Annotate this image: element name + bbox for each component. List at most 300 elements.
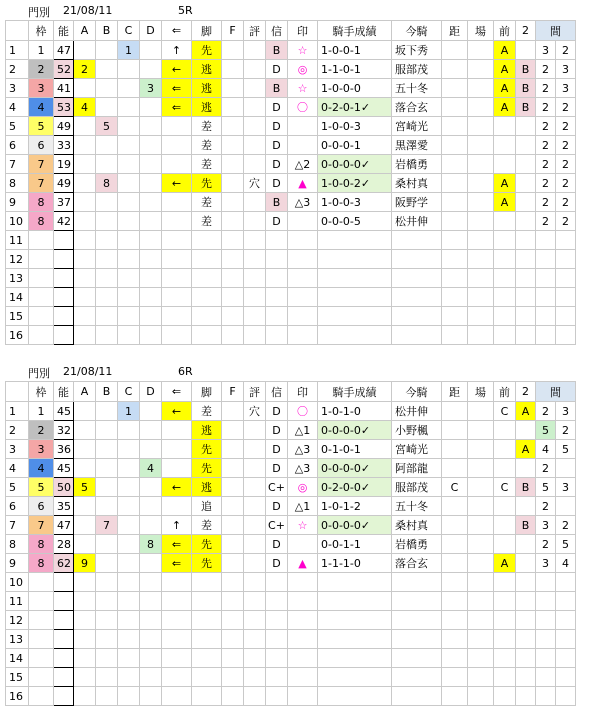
empty-cell[interactable] — [556, 573, 576, 592]
kyo-cell[interactable] — [442, 554, 468, 573]
empty-cell[interactable] — [118, 649, 140, 668]
empty-cell[interactable] — [54, 307, 74, 326]
column-header-c[interactable]: C — [118, 21, 140, 41]
c-cell[interactable] — [118, 440, 140, 459]
empty-cell[interactable] — [442, 668, 468, 687]
waku-cell[interactable]: 2 — [29, 421, 54, 440]
c-cell[interactable] — [118, 193, 140, 212]
nou-cell[interactable]: 33 — [54, 136, 74, 155]
column-header-d[interactable]: D — [140, 382, 162, 402]
empty-cell[interactable] — [54, 250, 74, 269]
empty-cell[interactable] — [96, 307, 118, 326]
column-header-a[interactable]: A — [74, 382, 96, 402]
f-cell[interactable] — [222, 79, 244, 98]
shin-cell[interactable]: D — [266, 402, 288, 421]
empty-cell[interactable] — [162, 687, 192, 706]
a-cell[interactable] — [74, 79, 96, 98]
hyo-cell[interactable]: 穴 — [244, 174, 266, 193]
empty-cell[interactable] — [392, 573, 442, 592]
empty-cell[interactable] — [468, 326, 494, 345]
empty-cell[interactable] — [140, 687, 162, 706]
f-cell[interactable] — [222, 193, 244, 212]
shin-cell[interactable]: C+ — [266, 478, 288, 497]
empty-cell[interactable] — [266, 649, 288, 668]
column-header-a[interactable]: A — [74, 21, 96, 41]
f-cell[interactable] — [222, 459, 244, 478]
empty-cell[interactable] — [29, 630, 54, 649]
empty-cell[interactable] — [288, 649, 318, 668]
shin-cell[interactable]: D — [266, 497, 288, 516]
jockey-cell[interactable]: 五十冬 — [392, 79, 442, 98]
empty-cell[interactable] — [494, 269, 516, 288]
empty-cell[interactable] — [288, 288, 318, 307]
d-cell[interactable] — [140, 554, 162, 573]
kan2-cell[interactable]: 3 — [556, 79, 576, 98]
empty-cell[interactable] — [74, 687, 96, 706]
shin-cell[interactable]: D — [266, 535, 288, 554]
kyaku-cell[interactable]: 差 — [192, 402, 222, 421]
b-cell[interactable]: 5 — [96, 117, 118, 136]
empty-cell[interactable] — [392, 668, 442, 687]
empty-cell[interactable] — [118, 269, 140, 288]
horse-row[interactable] — [6, 136, 576, 155]
empty-cell[interactable] — [244, 687, 266, 706]
waku-cell[interactable]: 6 — [29, 136, 54, 155]
empty-cell[interactable] — [468, 630, 494, 649]
c-cell[interactable] — [118, 79, 140, 98]
kan2-cell[interactable]: 3 — [556, 60, 576, 79]
shirushi-cell[interactable] — [288, 117, 318, 136]
empty-cell[interactable] — [222, 307, 244, 326]
empty-cell[interactable] — [266, 592, 288, 611]
empty-cell[interactable] — [536, 250, 556, 269]
empty-cell[interactable] — [494, 649, 516, 668]
waku-cell[interactable]: 8 — [29, 193, 54, 212]
empty-cell[interactable] — [494, 573, 516, 592]
waku-cell[interactable]: 7 — [29, 516, 54, 535]
empty-cell[interactable] — [392, 649, 442, 668]
kan1-cell[interactable]: 4 — [536, 440, 556, 459]
shirushi-cell[interactable]: ☆ — [288, 41, 318, 60]
kan2-cell[interactable]: 2 — [556, 98, 576, 117]
empty-cell[interactable] — [536, 307, 556, 326]
empty-cell[interactable] — [118, 288, 140, 307]
arrow-cell[interactable]: ← — [162, 402, 192, 421]
empty-cell[interactable] — [96, 630, 118, 649]
kyo-cell[interactable] — [442, 41, 468, 60]
empty-cell[interactable] — [140, 326, 162, 345]
b-cell[interactable] — [96, 402, 118, 421]
empty-cell[interactable] — [118, 250, 140, 269]
waku-cell[interactable]: 2 — [29, 60, 54, 79]
empty-cell[interactable] — [118, 307, 140, 326]
empty-cell[interactable] — [468, 668, 494, 687]
waku-cell[interactable]: 5 — [29, 478, 54, 497]
empty-cell[interactable] — [140, 288, 162, 307]
empty-cell[interactable] — [222, 269, 244, 288]
d-cell[interactable] — [140, 193, 162, 212]
empty-cell[interactable] — [318, 687, 392, 706]
d-cell[interactable] — [140, 60, 162, 79]
mae-cell[interactable] — [494, 421, 516, 440]
empty-cell[interactable] — [494, 250, 516, 269]
hyo-cell[interactable] — [244, 497, 266, 516]
kyaku-cell[interactable]: 差 — [192, 193, 222, 212]
jockey-cell[interactable]: 松井伸 — [392, 212, 442, 231]
empty-cell[interactable] — [556, 288, 576, 307]
a-cell[interactable]: 5 — [74, 478, 96, 497]
empty-cell[interactable] — [29, 649, 54, 668]
empty-cell[interactable] — [118, 592, 140, 611]
empty-cell[interactable] — [96, 611, 118, 630]
ni-cell[interactable] — [516, 174, 536, 193]
horse-row[interactable] — [6, 174, 576, 193]
empty-cell[interactable] — [54, 630, 74, 649]
kan2-cell[interactable]: 4 — [556, 554, 576, 573]
f-cell[interactable] — [222, 402, 244, 421]
empty-cell[interactable] — [162, 288, 192, 307]
mae-cell[interactable] — [494, 440, 516, 459]
empty-cell[interactable] — [29, 326, 54, 345]
kyaku-cell[interactable]: 差 — [192, 136, 222, 155]
empty-cell[interactable] — [468, 250, 494, 269]
nou-cell[interactable]: 35 — [54, 497, 74, 516]
empty-cell[interactable] — [140, 668, 162, 687]
shin-cell[interactable]: B — [266, 193, 288, 212]
kyaku-cell[interactable]: 逃 — [192, 60, 222, 79]
arrow-cell[interactable] — [162, 212, 192, 231]
f-cell[interactable] — [222, 60, 244, 79]
d-cell[interactable]: 3 — [140, 79, 162, 98]
empty-cell[interactable] — [222, 326, 244, 345]
empty-cell[interactable] — [29, 231, 54, 250]
empty-cell[interactable] — [96, 250, 118, 269]
empty-cell[interactable] — [222, 288, 244, 307]
column-header-b[interactable]: B — [96, 21, 118, 41]
empty-cell[interactable] — [96, 231, 118, 250]
empty-cell[interactable] — [54, 269, 74, 288]
empty-cell[interactable] — [392, 611, 442, 630]
empty-cell[interactable] — [244, 269, 266, 288]
record-cell[interactable]: 0-0-0-0✓ — [318, 459, 392, 478]
c-cell[interactable] — [118, 117, 140, 136]
empty-cell[interactable] — [162, 573, 192, 592]
kyo-cell[interactable] — [442, 174, 468, 193]
a-cell[interactable]: 4 — [74, 98, 96, 117]
column-header-mae[interactable]: 前 — [494, 382, 516, 402]
shirushi-cell[interactable]: ▲ — [288, 554, 318, 573]
empty-cell[interactable] — [494, 231, 516, 250]
row-number[interactable]: 12 — [6, 250, 29, 269]
row-number[interactable]: 10 — [6, 573, 29, 592]
d-cell[interactable]: 4 — [140, 459, 162, 478]
column-header-nou[interactable]: 能 — [54, 382, 74, 402]
record-cell[interactable]: 1-0-1-2 — [318, 497, 392, 516]
empty-cell[interactable] — [556, 611, 576, 630]
kan1-cell[interactable]: 2 — [536, 155, 556, 174]
kyaku-cell[interactable]: 先 — [192, 41, 222, 60]
empty-cell[interactable] — [222, 687, 244, 706]
empty-cell[interactable] — [536, 611, 556, 630]
empty-cell[interactable] — [556, 630, 576, 649]
kyaku-cell[interactable]: 差 — [192, 516, 222, 535]
empty-cell[interactable] — [222, 630, 244, 649]
waku-cell[interactable]: 4 — [29, 459, 54, 478]
kan1-cell[interactable]: 2 — [536, 193, 556, 212]
empty-row[interactable] — [6, 288, 576, 307]
record-cell[interactable]: 0-2-0-1✓ — [318, 98, 392, 117]
horse-row[interactable] — [6, 193, 576, 212]
c-cell[interactable] — [118, 535, 140, 554]
kan2-cell[interactable]: 3 — [556, 402, 576, 421]
b-cell[interactable] — [96, 440, 118, 459]
empty-cell[interactable] — [288, 250, 318, 269]
nou-cell[interactable]: 45 — [54, 459, 74, 478]
kan2-cell[interactable]: 2 — [556, 516, 576, 535]
row-number[interactable]: 1 — [6, 402, 29, 421]
shin-cell[interactable]: D — [266, 155, 288, 174]
empty-row[interactable] — [6, 326, 576, 345]
ni-cell[interactable] — [516, 41, 536, 60]
empty-cell[interactable] — [536, 668, 556, 687]
empty-cell[interactable] — [468, 592, 494, 611]
a-cell[interactable] — [74, 440, 96, 459]
shirushi-cell[interactable]: ◎ — [288, 60, 318, 79]
ba-cell[interactable] — [468, 98, 494, 117]
kyaku-cell[interactable]: 逃 — [192, 478, 222, 497]
kan2-cell[interactable]: 2 — [556, 155, 576, 174]
empty-cell[interactable] — [96, 573, 118, 592]
empty-cell[interactable] — [442, 326, 468, 345]
jockey-cell[interactable]: 岩橋勇 — [392, 155, 442, 174]
empty-cell[interactable] — [536, 649, 556, 668]
empty-cell[interactable] — [318, 250, 392, 269]
empty-row[interactable] — [6, 250, 576, 269]
empty-cell[interactable] — [494, 611, 516, 630]
a-cell[interactable] — [74, 459, 96, 478]
d-cell[interactable] — [140, 440, 162, 459]
empty-cell[interactable] — [29, 592, 54, 611]
row-number[interactable]: 3 — [6, 440, 29, 459]
kan2-cell[interactable]: 2 — [556, 421, 576, 440]
jockey-cell[interactable]: 服部茂 — [392, 60, 442, 79]
ba-cell[interactable] — [468, 212, 494, 231]
empty-cell[interactable] — [192, 573, 222, 592]
a-cell[interactable] — [74, 212, 96, 231]
waku-cell[interactable]: 7 — [29, 155, 54, 174]
kyo-cell[interactable] — [442, 535, 468, 554]
kyaku-cell[interactable]: 逃 — [192, 98, 222, 117]
b-cell[interactable]: 7 — [96, 516, 118, 535]
empty-cell[interactable] — [29, 269, 54, 288]
empty-cell[interactable] — [192, 668, 222, 687]
row-number[interactable]: 14 — [6, 288, 29, 307]
column-header-hyo[interactable]: 評 — [244, 382, 266, 402]
mae-cell[interactable]: A — [494, 193, 516, 212]
arrow-cell[interactable]: ← — [162, 60, 192, 79]
c-cell[interactable] — [118, 174, 140, 193]
d-cell[interactable] — [140, 98, 162, 117]
nou-cell[interactable]: 53 — [54, 98, 74, 117]
empty-cell[interactable] — [244, 611, 266, 630]
empty-cell[interactable] — [244, 307, 266, 326]
kyaku-cell[interactable]: 先 — [192, 535, 222, 554]
kyo-cell[interactable] — [442, 516, 468, 535]
shin-cell[interactable]: D — [266, 117, 288, 136]
ni-cell[interactable]: B — [516, 516, 536, 535]
column-header-ba[interactable]: 場 — [468, 21, 494, 41]
column-header-arrow[interactable]: ⇐ — [162, 382, 192, 402]
column-header-kyo[interactable]: 距 — [442, 382, 468, 402]
f-cell[interactable] — [222, 155, 244, 174]
d-cell[interactable] — [140, 155, 162, 174]
empty-cell[interactable] — [162, 611, 192, 630]
c-cell[interactable] — [118, 421, 140, 440]
empty-cell[interactable] — [494, 630, 516, 649]
ba-cell[interactable] — [468, 60, 494, 79]
kyo-cell[interactable] — [442, 155, 468, 174]
empty-cell[interactable] — [192, 649, 222, 668]
a-cell[interactable]: 9 — [74, 554, 96, 573]
empty-cell[interactable] — [162, 250, 192, 269]
column-header-record[interactable]: 騎手成績 — [318, 382, 392, 402]
b-cell[interactable] — [96, 60, 118, 79]
waku-cell[interactable]: 6 — [29, 497, 54, 516]
nou-cell[interactable]: 47 — [54, 516, 74, 535]
a-cell[interactable] — [74, 136, 96, 155]
hyo-cell[interactable] — [244, 60, 266, 79]
kyo-cell[interactable] — [442, 136, 468, 155]
empty-cell[interactable] — [318, 326, 392, 345]
jockey-cell[interactable]: 桑村真 — [392, 516, 442, 535]
empty-cell[interactable] — [192, 231, 222, 250]
mae-cell[interactable] — [494, 516, 516, 535]
column-header-kyaku[interactable]: 脚 — [192, 382, 222, 402]
empty-cell[interactable] — [516, 611, 536, 630]
jockey-cell[interactable]: 阪野学 — [392, 193, 442, 212]
empty-cell[interactable] — [140, 231, 162, 250]
empty-cell[interactable] — [96, 592, 118, 611]
empty-cell[interactable] — [288, 611, 318, 630]
kyaku-cell[interactable]: 差 — [192, 155, 222, 174]
empty-cell[interactable] — [140, 649, 162, 668]
nou-cell[interactable]: 45 — [54, 402, 74, 421]
empty-cell[interactable] — [96, 269, 118, 288]
a-cell[interactable] — [74, 421, 96, 440]
empty-cell[interactable] — [118, 630, 140, 649]
b-cell[interactable] — [96, 535, 118, 554]
empty-cell[interactable] — [494, 668, 516, 687]
mae-cell[interactable]: C — [494, 402, 516, 421]
empty-cell[interactable] — [468, 288, 494, 307]
hyo-cell[interactable] — [244, 212, 266, 231]
empty-cell[interactable] — [192, 307, 222, 326]
kyo-cell[interactable] — [442, 421, 468, 440]
waku-cell[interactable]: 8 — [29, 212, 54, 231]
empty-cell[interactable] — [516, 231, 536, 250]
row-number[interactable]: 16 — [6, 326, 29, 345]
column-header-record[interactable]: 騎手成績 — [318, 21, 392, 41]
kan2-cell[interactable]: 2 — [556, 136, 576, 155]
record-cell[interactable]: 1-0-1-0 — [318, 402, 392, 421]
a-cell[interactable]: 2 — [74, 60, 96, 79]
a-cell[interactable] — [74, 535, 96, 554]
shirushi-cell[interactable]: △3 — [288, 459, 318, 478]
record-cell[interactable]: 1-0-0-3 — [318, 117, 392, 136]
nou-cell[interactable]: 37 — [54, 193, 74, 212]
empty-cell[interactable] — [29, 687, 54, 706]
nou-cell[interactable]: 50 — [54, 478, 74, 497]
empty-cell[interactable] — [536, 687, 556, 706]
horse-row[interactable] — [6, 155, 576, 174]
empty-cell[interactable] — [140, 592, 162, 611]
empty-cell[interactable] — [442, 573, 468, 592]
ni-cell[interactable] — [516, 193, 536, 212]
empty-row[interactable] — [6, 231, 576, 250]
record-cell[interactable]: 1-1-0-1 — [318, 60, 392, 79]
ba-cell[interactable] — [468, 554, 494, 573]
empty-cell[interactable] — [29, 307, 54, 326]
empty-cell[interactable] — [288, 269, 318, 288]
empty-cell[interactable] — [96, 687, 118, 706]
empty-cell[interactable] — [442, 307, 468, 326]
jockey-cell[interactable]: 宮崎光 — [392, 117, 442, 136]
jockey-cell[interactable]: 桑村真 — [392, 174, 442, 193]
a-cell[interactable] — [74, 516, 96, 535]
row-number[interactable]: 2 — [6, 421, 29, 440]
record-cell[interactable]: 0-1-0-1 — [318, 440, 392, 459]
jockey-cell[interactable]: 小野楓 — [392, 421, 442, 440]
empty-cell[interactable] — [556, 326, 576, 345]
empty-cell[interactable] — [266, 668, 288, 687]
empty-cell[interactable] — [162, 668, 192, 687]
empty-cell[interactable] — [192, 269, 222, 288]
ba-cell[interactable] — [468, 440, 494, 459]
empty-cell[interactable] — [468, 269, 494, 288]
ni-cell[interactable]: A — [516, 440, 536, 459]
empty-cell[interactable] — [140, 630, 162, 649]
empty-cell[interactable] — [118, 231, 140, 250]
kyo-cell[interactable] — [442, 98, 468, 117]
empty-cell[interactable] — [192, 250, 222, 269]
empty-cell[interactable] — [266, 307, 288, 326]
d-cell[interactable]: 8 — [140, 535, 162, 554]
horse-row[interactable] — [6, 98, 576, 117]
empty-cell[interactable] — [288, 307, 318, 326]
row-number[interactable]: 4 — [6, 459, 29, 478]
row-number[interactable]: 10 — [6, 212, 29, 231]
mae-cell[interactable] — [494, 459, 516, 478]
empty-cell[interactable] — [54, 592, 74, 611]
kyaku-cell[interactable]: 逃 — [192, 79, 222, 98]
c-cell[interactable] — [118, 212, 140, 231]
empty-cell[interactable] — [442, 649, 468, 668]
column-header-kan[interactable]: 間 — [536, 382, 576, 402]
ni-cell[interactable] — [516, 155, 536, 174]
empty-cell[interactable] — [536, 231, 556, 250]
mae-cell[interactable] — [494, 497, 516, 516]
a-cell[interactable] — [74, 497, 96, 516]
kyo-cell[interactable] — [442, 497, 468, 516]
jockey-cell[interactable]: 黒澤愛 — [392, 136, 442, 155]
hyo-cell[interactable] — [244, 478, 266, 497]
hyo-cell[interactable] — [244, 79, 266, 98]
f-cell[interactable] — [222, 516, 244, 535]
empty-cell[interactable] — [140, 269, 162, 288]
empty-cell[interactable] — [442, 592, 468, 611]
b-cell[interactable] — [96, 421, 118, 440]
empty-cell[interactable] — [318, 288, 392, 307]
